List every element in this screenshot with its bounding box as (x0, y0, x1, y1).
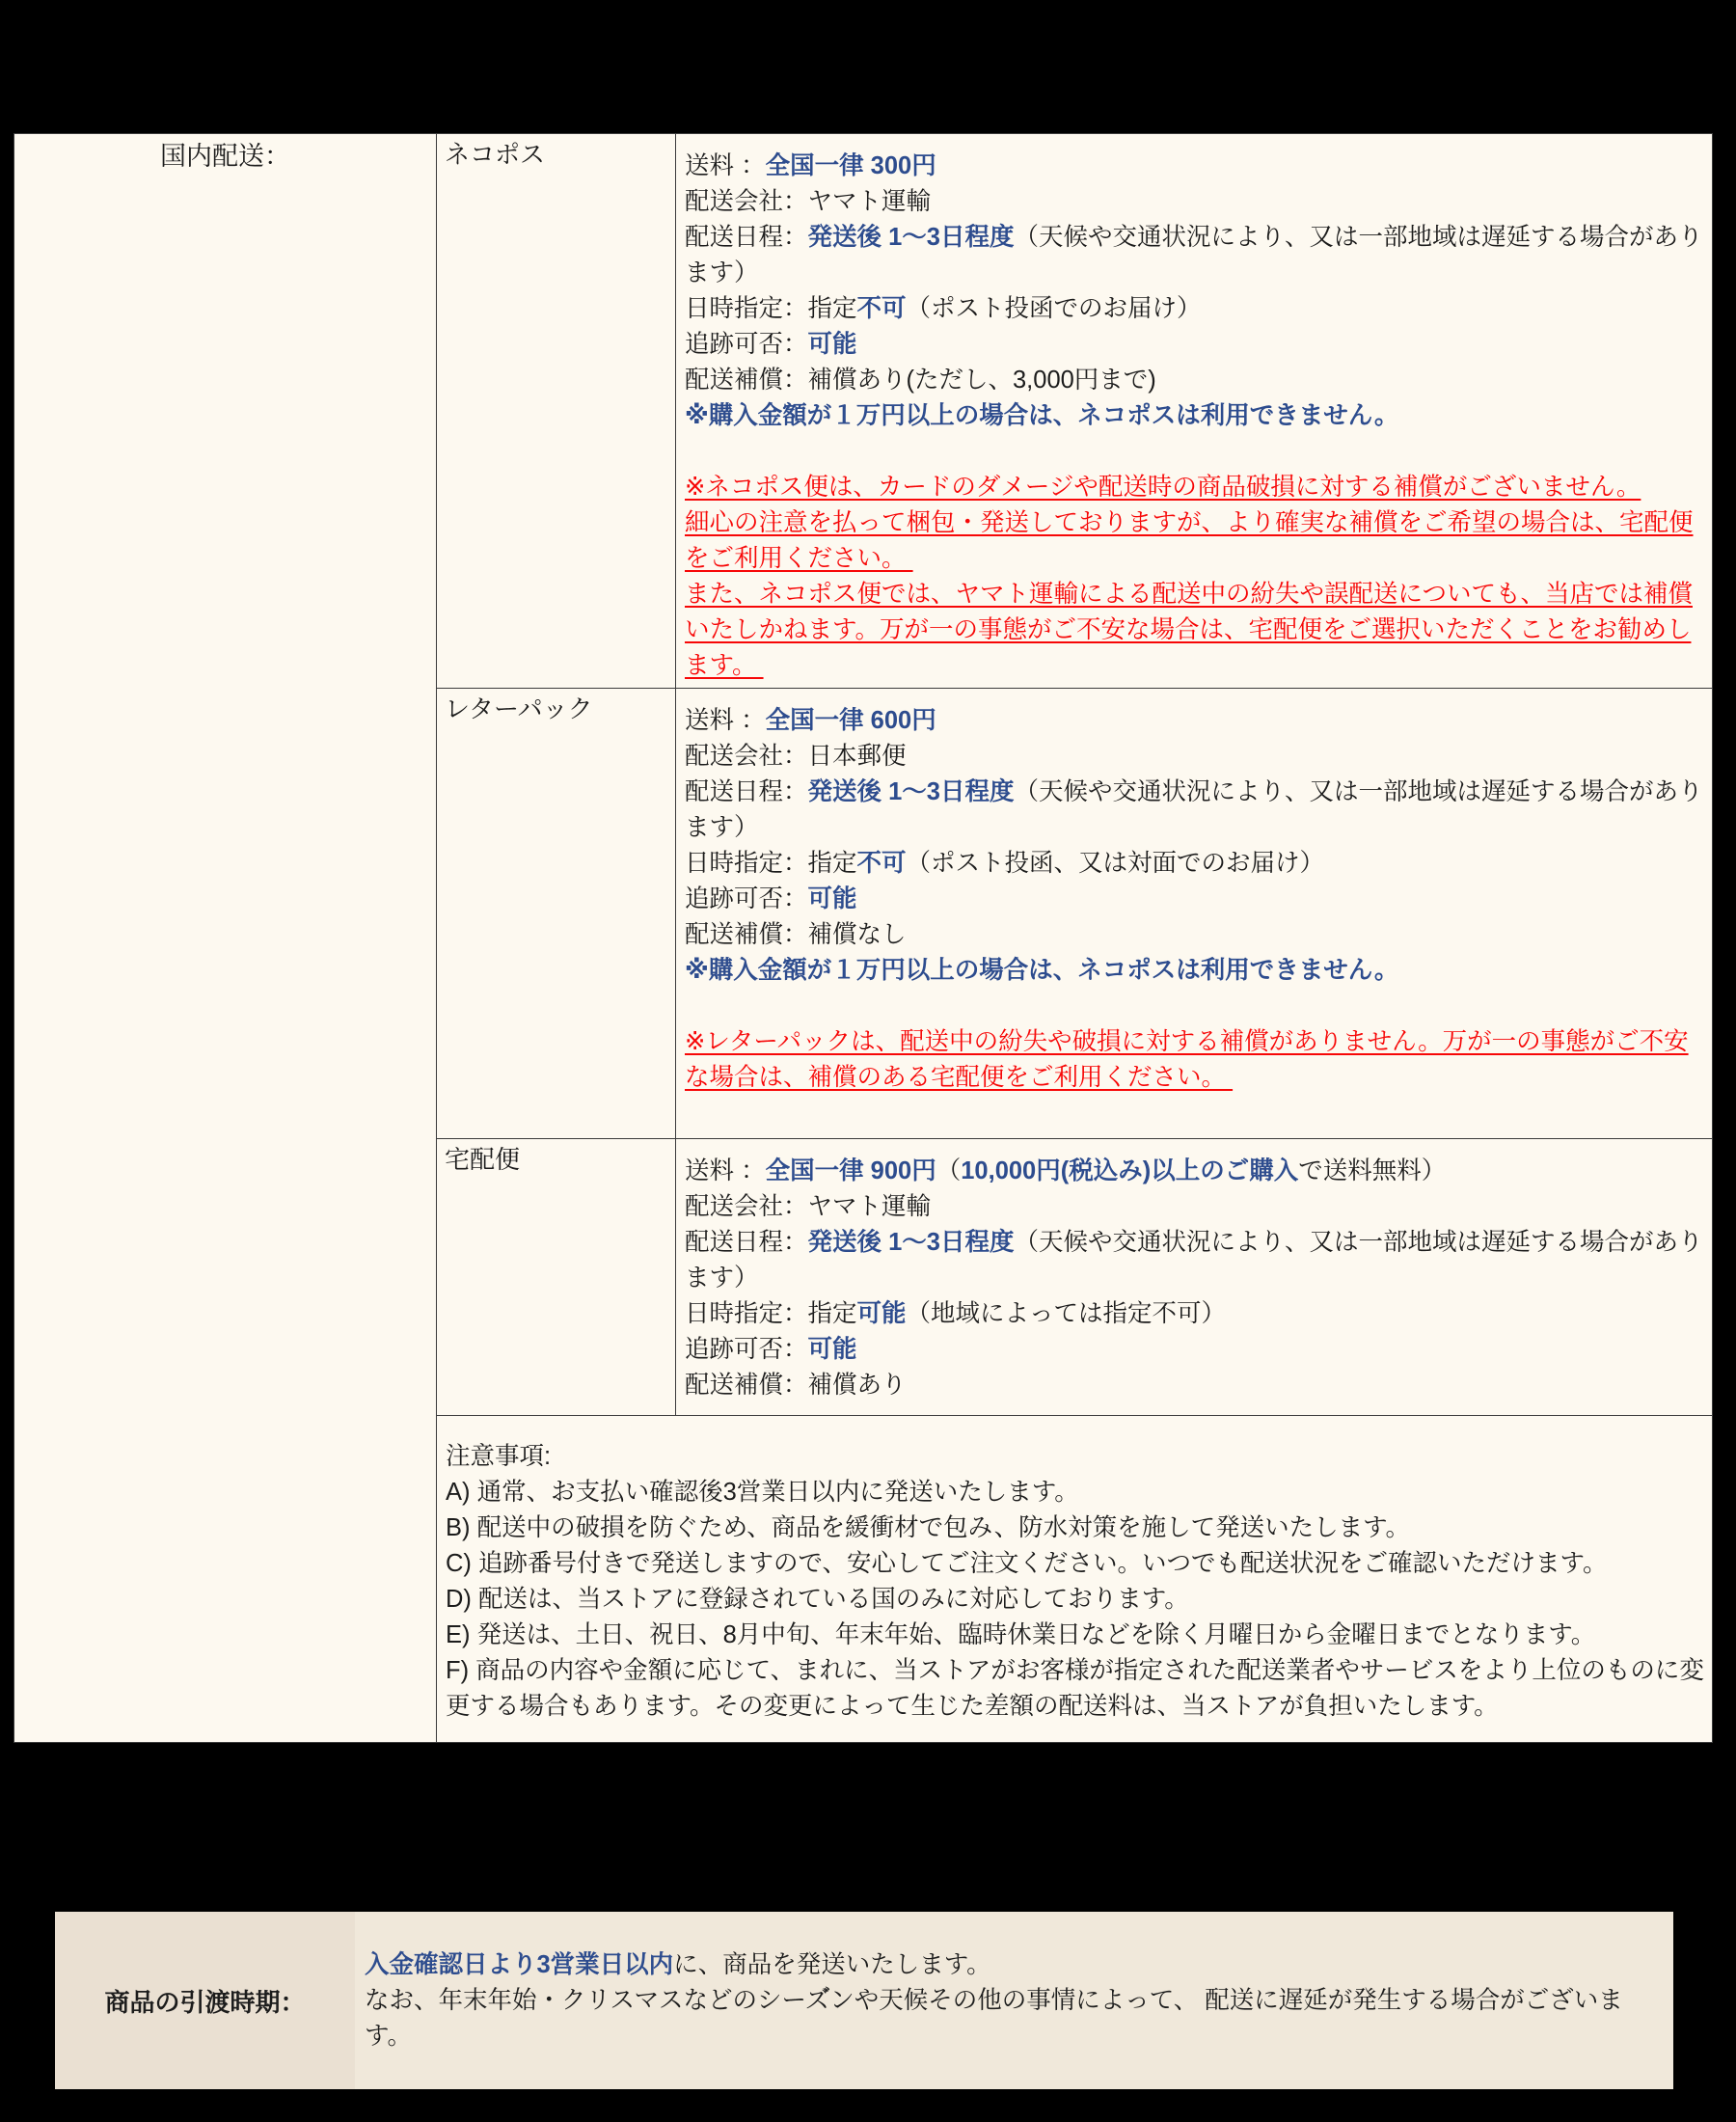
method-name-letterpack: レターパック (445, 694, 593, 723)
letterpack-text-segment: 全国一律 600円 (765, 707, 936, 734)
handover-line (365, 2019, 1673, 2054)
notes-line (446, 1582, 1706, 1618)
nekopos-line (685, 434, 1706, 470)
nekopos-text-segment: 追跡可否： (685, 331, 808, 358)
nekopos-text-segment: 日時指定：指定 (685, 295, 857, 322)
takuhaibin-text-segment: 日時指定：指定 (685, 1300, 857, 1327)
notes-line (446, 1510, 1706, 1546)
notes-line (446, 1653, 1706, 1689)
nekopos-line (685, 256, 1706, 291)
nekopos-text-segment: 発送後 1～3日程度 (807, 224, 1015, 251)
takuhaibin-text-segment: 配送補償：補償あり (685, 1372, 907, 1399)
method-details-letterpack (676, 689, 1713, 1139)
letterpack-text-segment: な場合は、補償のある宅配便をご利用ください。 (685, 1064, 1234, 1091)
method-details-nekopos (676, 134, 1713, 689)
notes-text-segment: A) 通常、お支払い確認後3営業日以内に発送いたします。 (446, 1479, 1079, 1506)
nekopos-text-segment: （ポスト投函でのお届け） (906, 295, 1202, 322)
notes-text-segment: D) 配送は、当ストアに登録されている国のみに対応しております。 (446, 1586, 1189, 1613)
notes-text-segment: 更する場合もあります。その変更によって生じた差額の配送料は、当ストアが負担いたします。 (446, 1693, 1499, 1720)
nekopos-text-segment: また、ネコポス便では、ヤマト運輸による配送中の紛失や誤配送についても、当店では補償 (685, 581, 1693, 608)
takuhaibin-text-segment: 10,000円(税込み)以上のご購入 (961, 1157, 1299, 1184)
takuhaibin-text-segment: 可能 (856, 1300, 907, 1327)
letterpack-line (685, 775, 1706, 810)
notes-text-segment: E) 発送は、土日、祝日、8月中旬、年末年始、臨時休業日などを除く月曜日から金曜日までとなります。 (446, 1621, 1596, 1648)
letterpack-text-segment: 配送日程： (685, 778, 808, 805)
letterpack-text-segment: 配送補償：補償なし (685, 921, 907, 948)
takuhaibin-text-segment: 全国一律 900円 (765, 1157, 936, 1184)
letterpack-line (685, 846, 1706, 882)
notes-line (446, 1439, 1706, 1475)
takuhaibin-line (685, 1368, 1706, 1403)
takuhaibin-text-segment: 可能 (807, 1336, 857, 1363)
letterpack-line (685, 953, 1706, 989)
nekopos-text-segment: いたしかねます。万が一の事態がご不安な場合は、宅配便をご選択いただくことをお勧めし (685, 616, 1692, 643)
letterpack-text-segment: 追跡可否： (685, 885, 808, 912)
nekopos-line (685, 398, 1706, 434)
method-name-takuhaibin: 宅配便 (445, 1145, 521, 1174)
domestic-shipping-table (14, 133, 1713, 1743)
nekopos-line (685, 577, 1706, 612)
nekopos-text-segment: 不可 (856, 295, 907, 322)
nekopos-line (685, 327, 1706, 363)
takuhaibin-line (685, 1296, 1706, 1332)
nekopos-text-segment: ます） (685, 259, 759, 286)
nekopos-text-segment: 全国一律 300円 (765, 152, 936, 179)
letterpack-text-segment: ます） (685, 814, 759, 841)
handover-line (365, 1947, 1673, 1983)
takuhaibin-text-segment: （ (936, 1157, 962, 1184)
method-details-takuhaibin (676, 1139, 1713, 1416)
handover-line (365, 1983, 1673, 2019)
letterpack-line (685, 882, 1706, 917)
nekopos-line (685, 612, 1706, 648)
takuhaibin-text-segment: 配送会社：ヤマト運輸 (685, 1193, 932, 1220)
handover-text-segment: 入金確認日より3営業日以内 (365, 1950, 674, 1978)
nekopos-text-segment: 配送補償：補償あり(ただし、3,000円まで) (685, 367, 1156, 394)
handover-text-segment: す。 (365, 2022, 412, 2050)
nekopos-line (685, 470, 1706, 505)
method-name-cell-nekopos (437, 134, 676, 689)
notes-line (446, 1618, 1706, 1653)
notes-text-segment: F) 商品の内容や金額に応じて、まれに、当ストアがお客様が指定された配送業者やサービスをより上位のものに変 (446, 1657, 1704, 1684)
letterpack-text-segment: 可能 (807, 885, 857, 912)
takuhaibin-text-segment: 配送日程： (685, 1229, 808, 1256)
takuhaibin-text-segment: 送料 ： (685, 1157, 766, 1184)
nekopos-line (685, 648, 1706, 684)
nekopos-text-segment: 可能 (807, 331, 857, 358)
takuhaibin-text-segment: （天候や交通状況により、又は一部地域は遅延する場合があり (1014, 1229, 1703, 1256)
domestic-shipping-label-cell (14, 134, 437, 1743)
letterpack-line (685, 810, 1706, 846)
letterpack-line (685, 989, 1706, 1024)
nekopos-text-segment: 細心の注意を払って梱包・発送しておりますが、より確実な補償をご希望の場合は、宅配便 (685, 509, 1694, 536)
notes-line (446, 1546, 1706, 1582)
handover-box (55, 1912, 1673, 2089)
handover-label: 商品の引渡時期： (55, 1912, 355, 2089)
letterpack-text-segment: 発送後 1～3日程度 (807, 778, 1015, 805)
takuhaibin-text-segment: 発送後 1～3日程度 (807, 1229, 1015, 1256)
letterpack-text-segment: （ポスト投函、又は対面でのお届け） (906, 850, 1325, 877)
nekopos-line (685, 505, 1706, 541)
nekopos-text-segment: をご利用ください。 (685, 545, 913, 572)
shipping-notes-cell (437, 1416, 1713, 1743)
nekopos-line (685, 363, 1706, 398)
takuhaibin-line (685, 1189, 1706, 1225)
letterpack-text-segment: 不可 (856, 850, 907, 877)
nekopos-line (685, 541, 1706, 577)
nekopos-text-segment: 配送会社：ヤマト運輸 (685, 188, 932, 215)
takuhaibin-line (685, 1225, 1706, 1261)
notes-text-segment: B) 配送中の破損を防ぐため、商品を緩衝材で包み、防水対策を施して発送いたします。 (446, 1514, 1411, 1541)
letterpack-line (685, 739, 1706, 775)
nekopos-text-segment: ※購入金額が１万円以上の場合は、ネコポスは利用できません。 (685, 402, 1399, 429)
nekopos-line (685, 291, 1706, 327)
nekopos-text-segment: （天候や交通状況により、又は一部地域は遅延する場合があり (1014, 224, 1703, 251)
nekopos-text-segment: 配送日程： (685, 224, 808, 251)
takuhaibin-text-segment: 追跡可否： (685, 1336, 808, 1363)
nekopos-text-segment: ※ネコポス便は、カードのダメージや配送時の商品破損に対する補償がございません。 (685, 474, 1641, 501)
notes-line (446, 1475, 1706, 1510)
letterpack-line (685, 917, 1706, 953)
nekopos-line (685, 184, 1706, 220)
letterpack-line (685, 703, 1706, 739)
notes-line (446, 1689, 1706, 1725)
nekopos-line (685, 220, 1706, 256)
takuhaibin-text-segment: で送料無料） (1298, 1157, 1447, 1184)
method-name-cell-takuhaibin (437, 1139, 676, 1416)
letterpack-text-segment: 配送会社：日本郵便 (685, 743, 907, 770)
takuhaibin-line (685, 1261, 1706, 1296)
handover-text-segment: に、商品を発送いたします。 (673, 1950, 991, 1978)
handover-content (355, 1912, 1673, 2089)
nekopos-line (685, 149, 1706, 184)
handover-text-segment: なお、年末年始・クリスマスなどのシーズ゙ンや天候その他の事情によって、 配送に遅延が発生する場合がございま (365, 1986, 1623, 2014)
letterpack-text-segment: （天候や交通状況により、又は一部地域は遅延する場合があり (1014, 778, 1703, 805)
letterpack-line (685, 1060, 1706, 1096)
letterpack-text-segment: 日時指定：指定 (685, 850, 857, 877)
takuhaibin-line (685, 1154, 1706, 1189)
letterpack-line (685, 1024, 1706, 1060)
nekopos-text-segment: 送料 ： (685, 152, 766, 179)
method-name-cell-letterpack (437, 689, 676, 1139)
method-name-nekopos: ネコポス (445, 140, 546, 169)
notes-text-segment: 注意事項: (446, 1443, 552, 1470)
letterpack-text-segment: ※購入金額が１万円以上の場合は、ネコポスは利用できません。 (685, 957, 1399, 984)
letterpack-text-segment: 送料 ： (685, 707, 766, 734)
domestic-shipping-label: 国内配送： (160, 142, 290, 171)
takuhaibin-text-segment: ます） (685, 1265, 759, 1292)
nekopos-text-segment: ます。 (685, 652, 764, 679)
takuhaibin-line (685, 1332, 1706, 1368)
takuhaibin-text-segment: （地域によっては指定不可） (906, 1300, 1227, 1327)
notes-text-segment: C) 追跡番号付きで発送しますので、安心してご注文ください。いつでも配送状況をご確認いただけます。 (446, 1550, 1608, 1577)
letterpack-text-segment: ※レターパックは、配送中の紛失や破損に対する補償がありません。万が一の事態がご不安 (685, 1028, 1689, 1055)
